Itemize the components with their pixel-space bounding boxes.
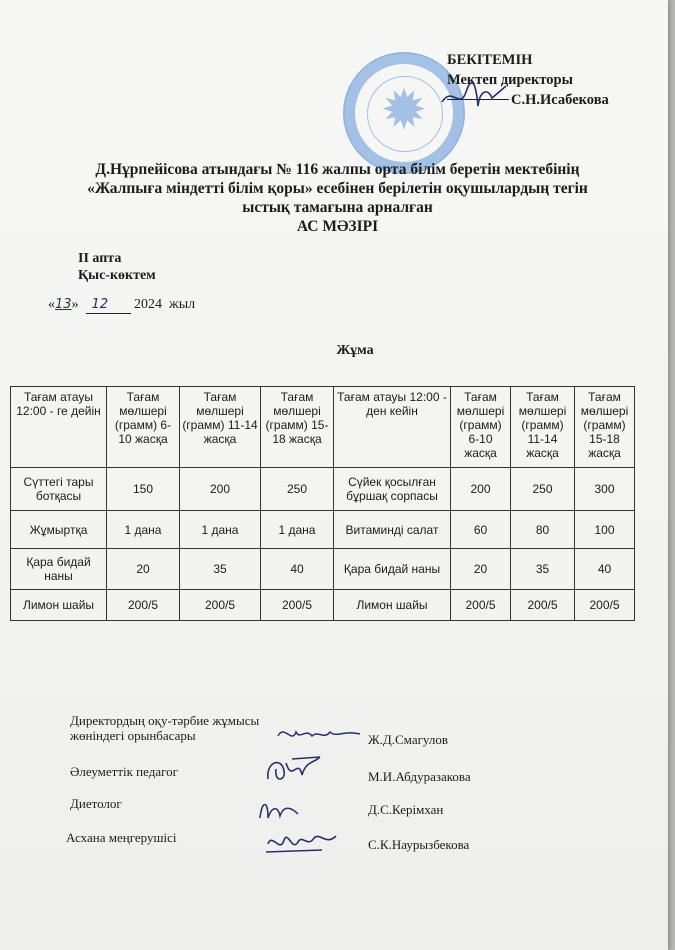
table-cell: Лимон шайы [334, 590, 451, 621]
table-cell: 200 [451, 468, 511, 511]
table-cell: 300 [575, 468, 635, 511]
week-label: II апта [78, 251, 122, 266]
table-cell: 250 [261, 468, 334, 511]
table-cell: 20 [451, 549, 511, 590]
table-cell: 200/5 [511, 590, 575, 621]
table-header-row [11, 387, 635, 468]
approval-position: Мектеп директоры [447, 72, 573, 88]
date-close-quote: » [71, 297, 79, 312]
signature-name-deputy: Ж.Д.Смагулов [368, 732, 448, 747]
table-cell: 20 [107, 549, 180, 590]
date-month-field [86, 297, 131, 314]
title-line-1: Д.Нұрпейісова атындағы № 116 жалпы орта білім беретін мектебінің [95, 161, 580, 178]
signature-name-dietitian: Д.С.Керімхан [368, 802, 444, 817]
table-cell: 200/5 [261, 590, 334, 621]
table-cell: Сүттегі тары ботқасы [11, 468, 107, 511]
document-title [60, 160, 615, 236]
signature-role-social-pedagogue: Әлеуметтік педагог [70, 764, 178, 779]
menu-table [10, 386, 635, 621]
table-cell: Витаминді салат [334, 511, 451, 549]
header-dish-before-noon: Тағам атауы 12:00 - ге дейін [11, 387, 107, 468]
signature-role-deputy [70, 713, 259, 743]
social-pedagogue-signature [262, 753, 328, 787]
table-cell: 35 [511, 549, 575, 590]
table-cell: 1 дана [180, 511, 261, 549]
date-year: 2024 [134, 297, 163, 312]
header-portion-11-14: Тағам мөлшері (грамм) 11-14 жасқа [180, 387, 261, 468]
date-month: 12 [91, 297, 109, 312]
title-line-2: «Жалпыға міндетті білім қоры» есебінен берілетін оқушылардың тегін [87, 180, 588, 197]
header-portion-15-18: Тағам мөлшері (грамм) 15-18 жасқа [261, 387, 334, 468]
deputy-signature [274, 722, 364, 748]
title-menu: АС МӘЗІРІ [296, 218, 379, 235]
table-cell: Қара бидай наны [334, 549, 451, 590]
table-row [11, 549, 635, 590]
week-info [78, 250, 156, 284]
table-cell: 200 [180, 468, 261, 511]
title-line-3: ыстық тамағына арналған [242, 199, 433, 216]
header-portion-6-10-afternoon: Тағам мөлшері (грамм) 6-10 жасқа [451, 387, 511, 468]
table-row [11, 590, 635, 621]
table-cell: 35 [180, 549, 261, 590]
table-row [11, 511, 635, 549]
table-cell: 1 дана [261, 511, 334, 549]
signature-name-canteen-head: С.К.Наурызбекова [368, 837, 470, 852]
table-cell: 200/5 [575, 590, 635, 621]
approval-name: С.Н.Исабекова [511, 92, 609, 108]
table-cell: 250 [511, 468, 575, 511]
table-cell: 200/5 [107, 590, 180, 621]
table-cell: 200/5 [451, 590, 511, 621]
signature-role-dietitian: Диетолог [70, 796, 122, 811]
signature-name-social-pedagogue: М.И.Абдуразакова [368, 769, 471, 784]
table-row [11, 468, 635, 511]
seal-emblem-icon: ✹ [380, 80, 428, 142]
table-cell: 100 [575, 511, 635, 549]
table-cell: 1 дана [107, 511, 180, 549]
header-portion-15-18-afternoon: Тағам мөлшері (грамм) 15-18 жасқа [575, 387, 635, 468]
date-open-quote: « [48, 297, 55, 312]
table-cell: Сүйек қосылған бұршақ сорпасы [334, 468, 451, 511]
header-dish-after-noon: Тағам атауы 12:00 - ден кейін [334, 387, 451, 468]
dietitian-signature [254, 796, 304, 826]
signature-role-canteen-head: Асхана меңгерушісі [66, 830, 177, 845]
table-cell: 150 [107, 468, 180, 511]
season-label: Қыс-көктем [78, 268, 156, 283]
table-cell: 40 [575, 549, 635, 590]
table-cell: 60 [451, 511, 511, 549]
table-cell: Қара бидай наны [11, 549, 107, 590]
table-cell: Лимон шайы [11, 590, 107, 621]
header-portion-6-10: Тағам мөлшері (грамм) 6-10 жасқа [107, 387, 180, 468]
table-cell: Жұмыртқа [11, 511, 107, 549]
header-portion-11-14-afternoon: Тағам мөлшері (грамм) 11-14 жасқа [511, 387, 575, 468]
date-line [48, 297, 195, 314]
date-year-word: жыл [169, 297, 196, 312]
table-cell: 40 [261, 549, 334, 590]
director-signature [436, 80, 514, 114]
table-cell: 80 [511, 511, 575, 549]
canteen-head-signature [262, 826, 340, 858]
approval-heading: БЕКІТЕМІН [447, 52, 533, 68]
deputy-role-line-1: Директордың оқу-тәрбие жұмысы [70, 713, 260, 728]
date-day: 13 [55, 297, 72, 312]
deputy-role-line-2: жөніндегі орынбасары [70, 728, 196, 743]
table-cell: 200/5 [180, 590, 261, 621]
day-of-week: Жұма [336, 343, 374, 358]
